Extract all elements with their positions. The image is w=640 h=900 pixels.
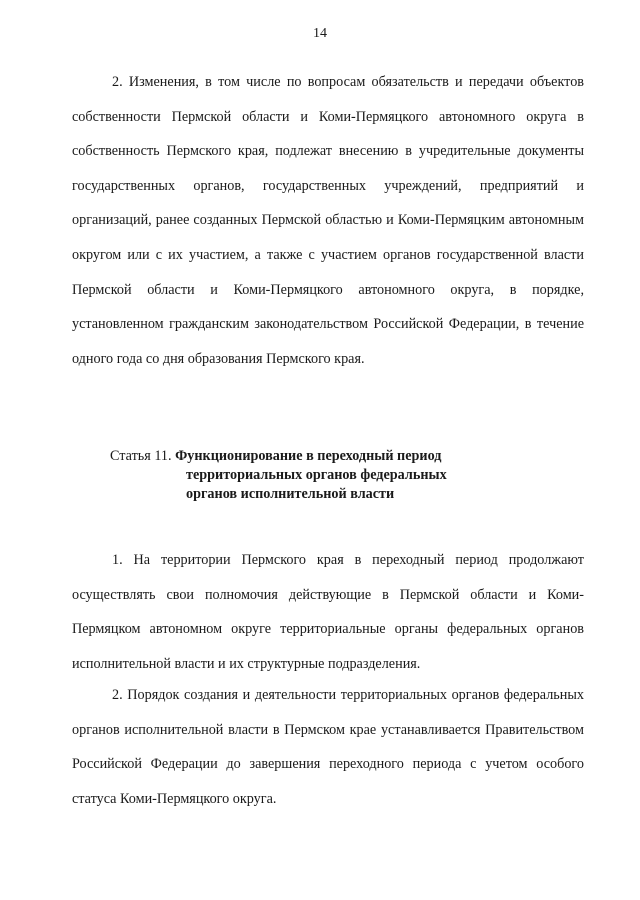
paragraph-2-procedure: 2. Порядок создания и деятельности территориальных органов федеральных органов исполнительной власти в Пермском крае устанавливается Правительством Российской Федерации до завершения переходного периода с учетом особого статуса Коми-Пермяцкого округа. [72,687,584,807]
paragraph-2-changes: 2. Изменения, в том числе по вопросам обязательств и передачи объектов собственности Пермской области и Коми-Пермяцкого автономного округа в собственность Пермского края, подлежат внесению в учредительные документы государственных органов, государственных учреждений, предприятий и организаций, ранее созданных Пермской областью и Коми-Пермяцким автономным округом или с их участием, а также с участием органов государственной власти Пермской области и Коми-Пермяцкого автономного округа, в порядке, установленном гражданским законодательством Российской Федерации, в течение одного года со дня образования Пермского края. [72,74,584,367]
article-title-line-2: территориальных органов федеральных [186,467,447,483]
article-heading-line-1 [110,447,530,466]
article-title-line-3: органов исполнительной власти [186,486,395,502]
page-number: 14 [313,26,327,41]
article-title-line-1: Функционирование в переходный период [175,448,442,464]
paragraph-1-territorial-organs: 1. На территории Пермского края в переходный период продолжают осуществлять свои полномочия действующие в Пермской области и Коми-Пермяцком автономном округе территориальные органы федеральных органов исполнительной власти и их структурные подразделения. [72,552,584,672]
article-label: Статья 11. [110,448,172,464]
article-heading [110,447,530,504]
